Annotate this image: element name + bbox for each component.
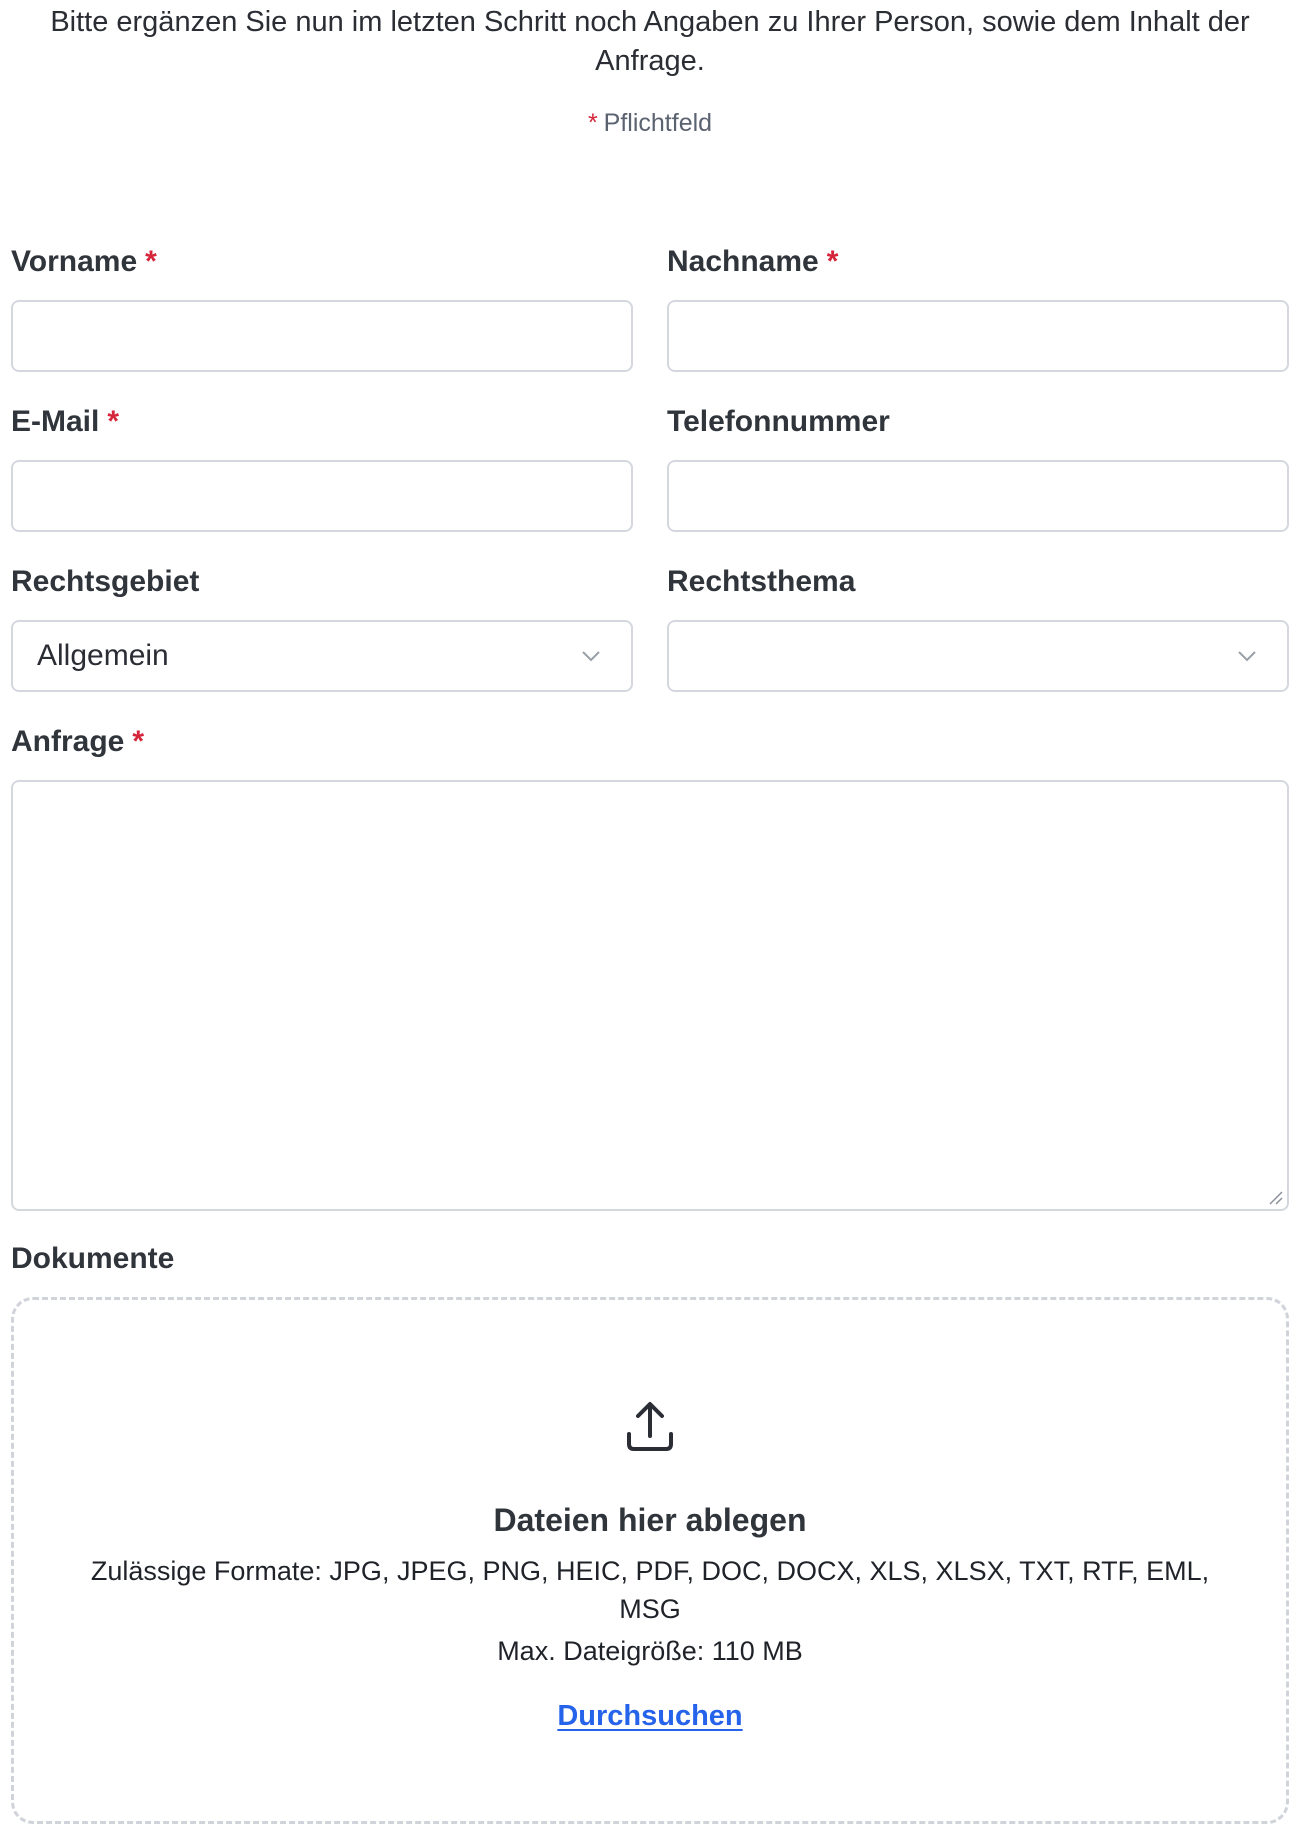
required-note <box>11 109 1289 138</box>
first-name-input[interactable] <box>11 300 633 372</box>
email-input[interactable] <box>11 460 633 532</box>
form-grid <box>11 236 1289 716</box>
required-marker: * <box>826 245 839 278</box>
request-label <box>11 716 1289 780</box>
last-name-label-text: Nachname <box>667 245 819 278</box>
request-field <box>11 716 1289 1211</box>
dropzone-title: Dateien hier ablegen <box>493 1502 807 1538</box>
email-field <box>11 396 633 556</box>
required-marker: * <box>132 725 145 758</box>
file-dropzone[interactable] <box>11 1297 1289 1824</box>
first-name-label-text: Vorname <box>11 245 138 278</box>
intro-text: Bitte ergänzen Sie nun im letzten Schritt noch Angaben zu Ihrer Person, sowie dem Inhalt der Anfrage. <box>50 6 1250 77</box>
phone-label-text: Telefonnummer <box>667 405 890 438</box>
first-name-field <box>11 236 633 396</box>
browse-files-link[interactable]: Durchsuchen <box>557 1700 743 1732</box>
phone-field <box>667 396 1289 556</box>
request-textarea[interactable] <box>11 780 1289 1211</box>
last-name-label <box>667 236 1289 300</box>
legal-area-label <box>11 556 633 620</box>
required-note-label: Pflichtfeld <box>603 109 713 137</box>
first-name-label <box>11 236 633 300</box>
legal-topic-label-text: Rechtsthema <box>667 565 856 598</box>
max-file-size-text: Max. Dateigröße: 110 MB <box>497 1636 803 1666</box>
last-name-field <box>667 236 1289 396</box>
required-marker: * <box>145 245 157 278</box>
legal-area-field <box>11 556 633 716</box>
legal-area-select[interactable] <box>11 620 633 692</box>
legal-area-label-text: Rechtsgebiet <box>11 565 200 598</box>
legal-topic-select[interactable] <box>667 620 1289 692</box>
phone-input[interactable] <box>667 460 1289 532</box>
resize-handle-icon[interactable] <box>1267 1189 1283 1205</box>
legal-area-selected-value: Allgemein <box>37 639 169 672</box>
last-name-input[interactable] <box>667 300 1289 372</box>
email-label-text: E-Mail <box>11 405 100 438</box>
legal-topic-label <box>667 556 1289 620</box>
legal-topic-field <box>667 556 1289 716</box>
allowed-formats-text: Zulässige Formate: JPG, JPEG, PNG, HEIC, PDF, DOC, DOCX, XLS, XLSX, TXT, RTF, EML, MSG <box>90 1556 1210 1624</box>
required-marker: * <box>107 405 120 438</box>
documents-field <box>11 1233 1289 1824</box>
required-marker: * <box>587 109 598 137</box>
email-label <box>11 396 633 460</box>
chevron-down-icon <box>1235 644 1259 668</box>
upload-icon <box>624 1400 676 1454</box>
documents-label: Dokumente <box>11 1242 175 1275</box>
phone-label <box>667 396 1289 460</box>
request-label-text: Anfrage <box>11 725 125 758</box>
chevron-down-icon <box>579 644 603 668</box>
